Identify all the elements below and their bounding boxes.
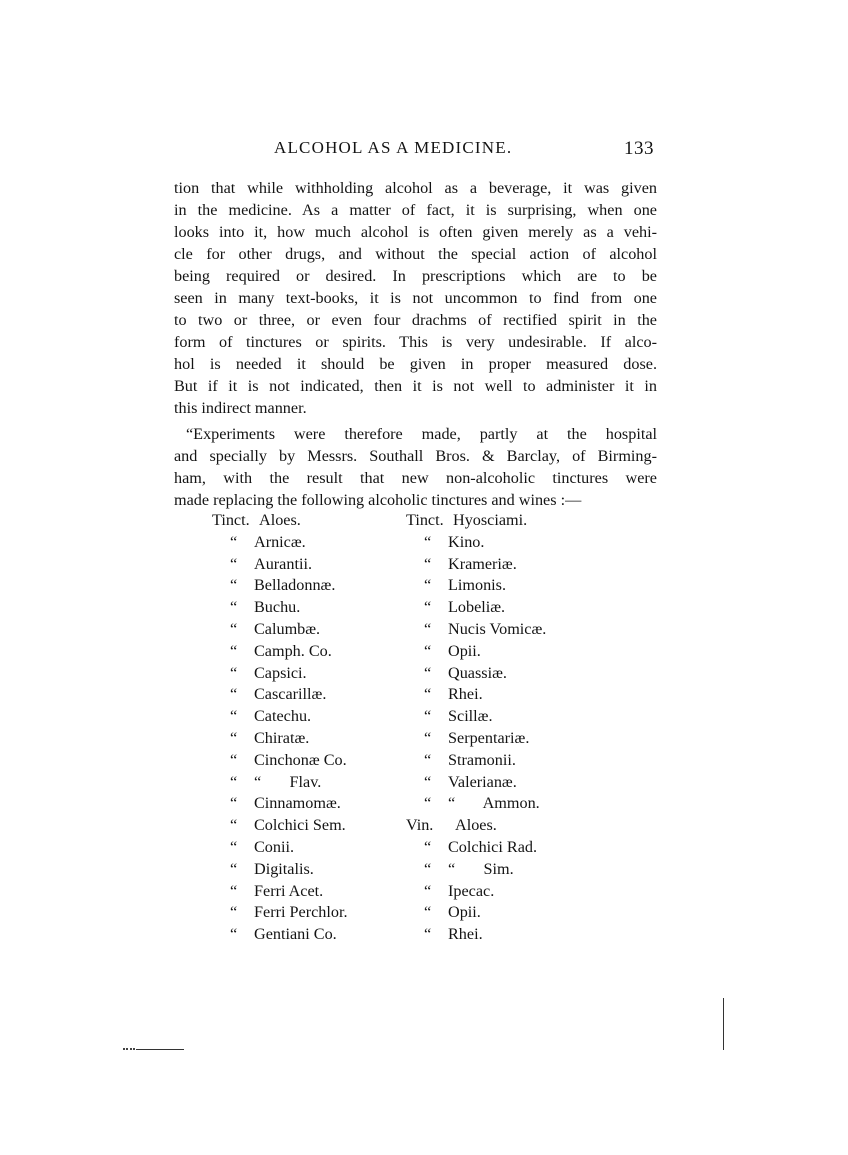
- list-item-name: Valerianæ.: [448, 772, 517, 791]
- list-item-name: Opii.: [448, 903, 481, 922]
- ditto-mark: “: [424, 707, 432, 726]
- footer-rule: [136, 1049, 184, 1050]
- list-item-name: Capsici.: [254, 663, 307, 682]
- list-item-name: Digitalis.: [254, 859, 314, 878]
- text-line: and specially by Messrs. Southall Bros. & Barclay, of Birming-: [174, 447, 657, 465]
- ditto-mark: “: [230, 859, 238, 878]
- list-item-name: Opii.: [448, 641, 481, 660]
- text-line: form of tinctures or spirits. This is very undesirable. If alco-: [174, 333, 657, 351]
- running-header: [0, 138, 848, 162]
- list-item-name: Catechu.: [254, 707, 312, 726]
- text-line: cle for other drugs, and without the special action of alcohol: [174, 245, 657, 263]
- list-item-prefix: Vin.: [406, 816, 434, 835]
- list-item-name: Aurantii.: [254, 554, 312, 573]
- text-line: ham, with the result that new non-alcoholic tinctures were: [174, 469, 657, 487]
- list-item-name: Buchu.: [254, 598, 301, 617]
- ditto-mark: “: [424, 685, 432, 704]
- list-item-name: Aloes.: [455, 816, 497, 835]
- list-item-name: Chiratæ.: [254, 728, 310, 747]
- paragraph-2: [174, 423, 657, 511]
- text-line: to two or three, or even four drachms of rectified spirit in the: [174, 311, 657, 329]
- list-item-name: Arnicæ.: [254, 532, 306, 551]
- list-item-name: “ Sim.: [448, 859, 514, 878]
- ditto-mark: “: [230, 794, 238, 813]
- list-item-prefix: Tinct.: [212, 511, 250, 529]
- list-item-name: Cascarillæ.: [254, 685, 327, 704]
- ditto-mark: “: [230, 532, 238, 551]
- ditto-mark: “: [230, 925, 238, 944]
- text-line: being required or desired. In prescriptions which are to be: [174, 267, 657, 285]
- text-line: seen in many text-books, it is not uncommon to find from one: [174, 289, 657, 307]
- ditto-mark: “: [424, 641, 432, 660]
- list-item-name: Ipecac.: [448, 881, 495, 900]
- ditto-mark: “: [424, 881, 432, 900]
- list-item-name: Hyosciami.: [453, 511, 528, 529]
- ditto-mark: “: [424, 903, 432, 922]
- ditto-mark: “: [424, 859, 432, 878]
- ditto-mark: “: [424, 728, 432, 747]
- ditto-mark: “: [230, 598, 238, 617]
- ditto-mark: “: [230, 881, 238, 900]
- ditto-mark: “: [424, 619, 432, 638]
- footer-dots: [123, 1048, 135, 1052]
- ditto-mark: “: [424, 598, 432, 617]
- list-item-name: Cinchonæ Co.: [254, 750, 347, 769]
- ditto-mark: “: [230, 576, 238, 595]
- text-line: this indirect manner.: [174, 399, 307, 417]
- text-line: hol is needed it should be given in proper measured dose.: [174, 355, 657, 373]
- list-item-name: Ferri Perchlor.: [254, 903, 348, 922]
- ditto-mark: “: [424, 925, 432, 944]
- list-item-name: Scillæ.: [448, 707, 493, 726]
- body-text: [174, 177, 657, 511]
- ditto-mark: “: [424, 794, 432, 813]
- paragraph-1: [174, 177, 657, 419]
- list-item-name: Camph. Co.: [254, 641, 332, 660]
- list-item-name: Nucis Vomicæ.: [448, 619, 547, 638]
- list-item-name: Ferri Acet.: [254, 881, 324, 900]
- ditto-mark: “: [230, 837, 238, 856]
- text-line: made replacing the following alcoholic tinctures and wines :—: [174, 491, 582, 509]
- running-title: ALCOHOL AS A MEDICINE.: [274, 138, 513, 157]
- ditto-mark: “: [230, 728, 238, 747]
- page-edge-rule: [723, 998, 724, 1050]
- list-item-name: Cinnamomæ.: [254, 794, 341, 813]
- list-item-name: Kino.: [448, 532, 485, 551]
- page-number: 133: [624, 138, 654, 159]
- list-item-prefix: Tinct.: [406, 511, 444, 529]
- ditto-mark: “: [424, 576, 432, 595]
- list-item-name: Colchici Rad.: [448, 837, 538, 856]
- text-line: But if it is not indicated, then it is not well to administer it in: [174, 377, 657, 395]
- list-item-name: Calumbæ.: [254, 619, 321, 638]
- ditto-mark: “: [230, 750, 238, 769]
- ditto-mark: “: [424, 750, 432, 769]
- ditto-mark: “: [230, 554, 238, 573]
- ditto-mark: “: [230, 685, 238, 704]
- list-item-name: Quassiæ.: [448, 663, 507, 682]
- ditto-mark: “: [230, 903, 238, 922]
- list-item-name: Belladonnæ.: [254, 576, 336, 595]
- list-item-name: “ Flav.: [254, 772, 322, 791]
- list-item-name: Lobeliæ.: [448, 598, 506, 617]
- list-item-name: Krameriæ.: [448, 554, 517, 573]
- text-line: in the medicine. As a matter of fact, it is surprising, when one: [174, 201, 657, 219]
- list-item-name: Aloes.: [259, 511, 301, 529]
- ditto-mark: “: [424, 837, 432, 856]
- text-line: looks into it, how much alcohol is often given merely as a vehi-: [174, 223, 657, 241]
- ditto-mark: “: [230, 619, 238, 638]
- list-item-name: Limonis.: [448, 576, 507, 595]
- ditto-mark: “: [424, 554, 432, 573]
- ditto-mark: “: [424, 772, 432, 791]
- ditto-mark: “: [230, 641, 238, 660]
- ditto-mark: “: [424, 663, 432, 682]
- list-item-name: Rhei.: [448, 685, 483, 704]
- list-item-name: “ Ammon.: [448, 794, 540, 813]
- list-item-name: Conii.: [254, 837, 295, 856]
- text-line: tion that while withholding alcohol as a beverage, it was given: [174, 179, 657, 197]
- list-item-name: Rhei.: [448, 925, 483, 944]
- text-line: “Experiments were therefore made, partly at the hospital: [186, 425, 657, 443]
- ditto-mark: “: [230, 663, 238, 682]
- ditto-mark: “: [230, 772, 238, 791]
- list-item-name: Colchici Sem.: [254, 816, 346, 835]
- ditto-mark: “: [230, 707, 238, 726]
- list-item-name: Gentiani Co.: [254, 925, 337, 944]
- ditto-mark: “: [230, 816, 238, 835]
- list-item-name: Serpentariæ.: [448, 728, 530, 747]
- list-item-name: Stramonii.: [448, 750, 516, 769]
- ditto-mark: “: [424, 532, 432, 551]
